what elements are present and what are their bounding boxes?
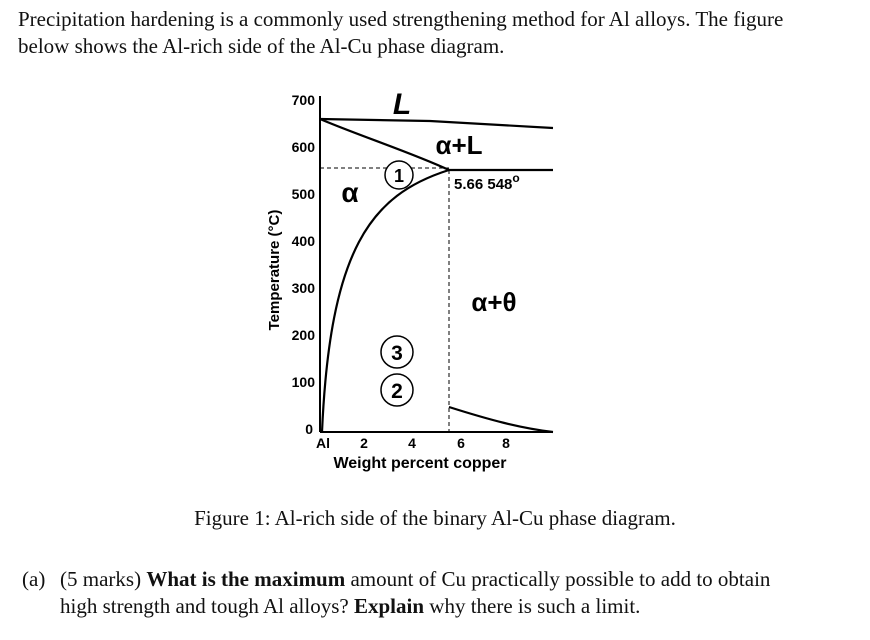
marker-2-label: 2 bbox=[391, 380, 403, 403]
x-tick-2: 2 bbox=[360, 435, 368, 451]
solidus-line bbox=[320, 119, 449, 170]
eutectic-degree-sign: o bbox=[512, 171, 520, 185]
question-text-2: high strength and tough Al alloys? bbox=[60, 594, 349, 618]
region-alpha-theta-label: α+θ bbox=[471, 287, 517, 317]
y-axis-label: Temperature (°C) bbox=[266, 209, 283, 331]
question-bold-2: Explain bbox=[353, 594, 425, 618]
intro-line-1: Precipitation hardening is a commonly used strengthening method for Al alloys. The figure bbox=[18, 7, 784, 31]
x-tick-al: Al bbox=[316, 435, 330, 451]
marker-3-label: 3 bbox=[391, 342, 403, 365]
y-tick-300: 300 bbox=[291, 280, 315, 296]
y-tick-100: 100 bbox=[291, 374, 315, 390]
question-line-2 bbox=[22, 593, 852, 620]
eutectic-point-label bbox=[454, 171, 520, 193]
y-tick-400: 400 bbox=[291, 233, 315, 249]
marker-1-label: 1 bbox=[393, 166, 405, 186]
y-tick-200: 200 bbox=[291, 327, 315, 343]
eutectic-point-value: 5.66 548 bbox=[454, 176, 513, 193]
question-marks: (5 marks) bbox=[60, 567, 142, 591]
question-text-3: why there is such a limit. bbox=[429, 594, 641, 618]
figure-caption: Figure 1: Al-rich side of the binary Al-Cu phase diagram. bbox=[194, 506, 676, 530]
x-axis-label: Weight percent copper bbox=[333, 455, 507, 472]
x-tick-4: 4 bbox=[408, 435, 416, 451]
x-tick-6: 6 bbox=[457, 435, 465, 451]
question-a bbox=[22, 566, 852, 620]
theta-solvus-line bbox=[449, 407, 553, 432]
region-liquid-label: L bbox=[392, 88, 412, 121]
liquidus-line bbox=[320, 119, 553, 128]
region-alpha-label: α bbox=[341, 177, 359, 208]
intro-line-2: below shows the Al-rich side of the Al-Cu phase diagram. bbox=[18, 34, 505, 58]
y-tick-700: 700 bbox=[291, 92, 315, 108]
y-tick-600: 600 bbox=[291, 139, 315, 155]
question-text-1: amount of Cu practically possible to add to obtain bbox=[350, 567, 771, 591]
question-label: (a) bbox=[22, 567, 46, 591]
x-tick-8: 8 bbox=[502, 435, 510, 451]
y-tick-0: 0 bbox=[305, 421, 313, 437]
question-bold-1: What is the maximum bbox=[146, 567, 346, 591]
region-alpha-liquid-label: α+L bbox=[435, 130, 483, 160]
y-tick-500: 500 bbox=[291, 186, 315, 202]
